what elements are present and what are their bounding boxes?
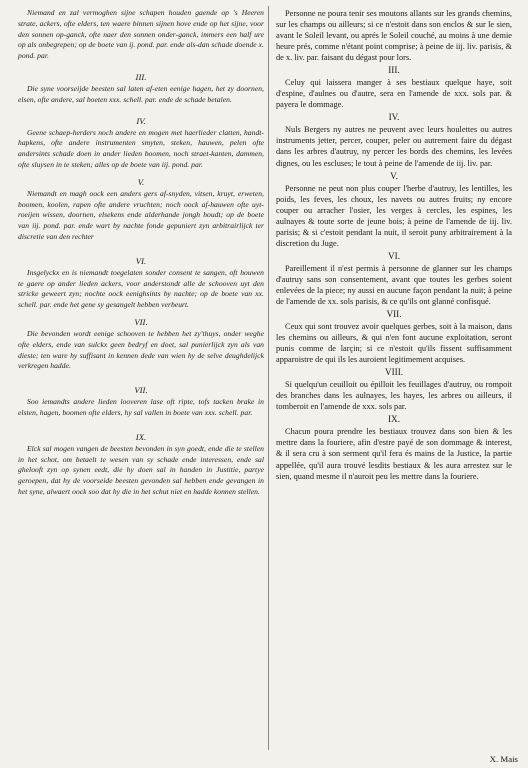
french-article-vi-number: VI. [388,250,400,261]
dutch-article-vi-text: Insgelyckx en is niemandt toegelaten sonder consent te sangen, oft houwen te gaere op ander lieden ackers, voor anderstondt alle de schooven uyt den stricke geweert zyn; nochte oock eenighsints by nachte; op de boete van xx. schell. par. ende het gene sy gesangelt hebben verbeurt. [18,267,264,310]
dutch-article-iv-text: Geene schaep-herders noch andere en mogen met haerlieder clatten, handt-hapkens, ofte andere instrumenten smyten, steken, hauwen, pelen ofte andersints schade doen in ander lieden boomen, noch straet-kanten, dammen, ofte sluysen in te steken; alles op de boete van iij. pond. par. [18,127,264,169]
dutch-article-v-text: Niemandt en magh oock een anders gers af-snyden, vitsen, kruyt, erweten, boomen, koolen, rapen ofte andere vruchten; noch oock af-hauwen ofte uyt-roeijen wissen, doornen, elsekens ende alderhande jongh houdt; op de boete van iij. pond. par. ende wart by nachte fonde gepuniert zyn arbitrairlijck ter discretie van den rechter [18,188,264,241]
dutch-article-viii-number: VII. [134,385,148,396]
column-divider [268,6,269,750]
dutch-article-viii-text: Soo iemandts andere lieden looveren lase oft ripte, tofs tacken brake in elsten, hagen, boomen ofte elders, hy sal vallen in boete van xxx. schell. par. [18,397,264,417]
french-article-ix-text: Chacun poura prendre les bestiaux trouvez dans son bien & les mettre dans la fouriere, afin d'estre payé de son dommage & interest, & il sera cru à son serment qu'il fera és mains de la Justice, la partie appellée, qu'il aura trouvé lesdits bestiaux & les aura arrestez sur le sien, quand mesme il n'auroit peu les mettre dans la fouriere. [276,427,512,481]
dutch-article-vii-number: VII. [134,316,148,327]
french-article-iii-number: III. [388,65,400,76]
dutch-article-iv-number: IV. [136,115,146,126]
french-article-iii-text: Celuy qui laissera manger à ses bestiaux quelque haye, soit d'espine, d'aulnes ou d'autre, sera en l'amende de xxx. sols par. & payera le dommage. [276,78,512,110]
french-article-vi-text: Pareillement il n'est permis à personne de glanner sur les champs d'autruy sans son consentement, avant que toutes les gerbes soient enlevées de la piece; ny aussi en aucune façon pendant la nuit; à peine de l'amende de xx. sols parisis, & ce qu'ils ont glanné confisqué. [276,263,512,306]
dutch-article-ii-text: Niemand en zal vermoghen sijne schapen houden gaende op 's Heeren strate, ackers, ofte elders, ten waere binnen sijnen hove ende op het sijne, voor den sonnen op-ganck, ofte naer den sonnen onder-ganck, immers een half ure op als onbegrepen; op de boete van ij. pond. par. ende als-dan schade doende x. pond. par. [18,8,264,61]
french-article-vii-number: VII. [386,309,402,320]
french-article-viii-text: Si quelqu'un ceuilloit ou épilloit les feuillages d'autruy, ou rompoit des branches dans les aulnayes, les hayes, les arbres ou ailleurs, il tomberoit en l'amende de xxx. sols par. [276,380,512,412]
french-article-vii-text: Ceux qui sont trouvez avoir quelques gerbes, soit à la maison, dans les chemins ou ailleurs, & qui n'en font aucune exploitation, seront punis comme de larçin; si ce n'estoit qu'ils fissent suffisamment apparoistre de qui ils les auroient legitimement acquises. [276,322,512,365]
catchword: X. Mais [489,754,518,764]
dutch-column [18,8,264,762]
dutch-article-ix-text: Elck sal mogen vangen de beesten bevonden in syn goedt, ende die te stellen in het schot, om betaelt te wesen van sy schade ende interessen, ende sal ghelooft zyn op synen eedt, die hy doen sal in handen in Justitie, partye geroepen, dat hy de voorseide beesten gevonden sal hebben ende gevangen in het syne, alwaert oock soo dat hy die in het schut niet en hadde konnen stellen. [18,443,264,496]
french-column [276,8,512,762]
french-article-iv-text: Nuls Bergers ny autres ne peuvent avec leurs houlettes ou autres instruments jetter, percer, couper, peler ou autrement faire du dégast dans les arbres d'autruy, ny percer les bords des chemins, les levées dignes, ou les escluses; le tout à peine de l'amende de iij. liv. par. [276,125,512,168]
dutch-article-iii-text: Die syne voorseijde beesten sal laten af-eten eenige hagen, het zy doornen, elsen, ofte andere, sal boeten xxx. schell. par. ende de schade betalen. [18,83,264,104]
dutch-article-iii-number: III. [135,71,147,82]
french-article-v-number: V. [390,170,398,181]
french-article-iv-number: IV. [388,112,400,123]
dutch-article-ix-number: IX. [135,431,147,442]
french-article-v-text: Personne ne peut non plus couper l'herbe d'autruy, les lentilles, les poids, les feves, les choux, les navets ou autres fruits; ny encore couper ou arracher l'osier, les verges à cercles, les espines, les aulnayes & toute sorte de jeune bois; à peine de l'amende de iij. liv. parisis; & si c'estoit pendant la nuit, il seroit puny arbitrairement à la discretion du Juge. [276,183,512,248]
dutch-article-vii-text: Die bevonden wordt eenige schooven te hebben het zy'thuys, onder weghe ofte elders, ende van sulckx geen bedryf en doet, sal punierlijck zyn als van dieste; ten ware hy suffisant in kennen dede van wien hy de selve deughdelijck verkregen hadde. [18,328,264,371]
dutch-article-v-number: V. [137,176,145,187]
french-article-ii-text: Personne ne poura tenir ses moutons allants sur les grands chemins, sur les champs ou ailleurs; si ce n'estoit dans son enclos & sur le sien, avant le Soleil levant, ou aprés le Soleil couché, au moins à une demie heure prés, comme n'étant point comprise; à peine de iij. liv. parisis, & de x. liv. par. faisant du dégast pour lors. [276,9,512,63]
french-article-ix-number: IX. [388,414,400,425]
french-article-viii-number: VIII. [384,367,404,378]
dutch-article-vi-number: VI. [135,255,147,266]
